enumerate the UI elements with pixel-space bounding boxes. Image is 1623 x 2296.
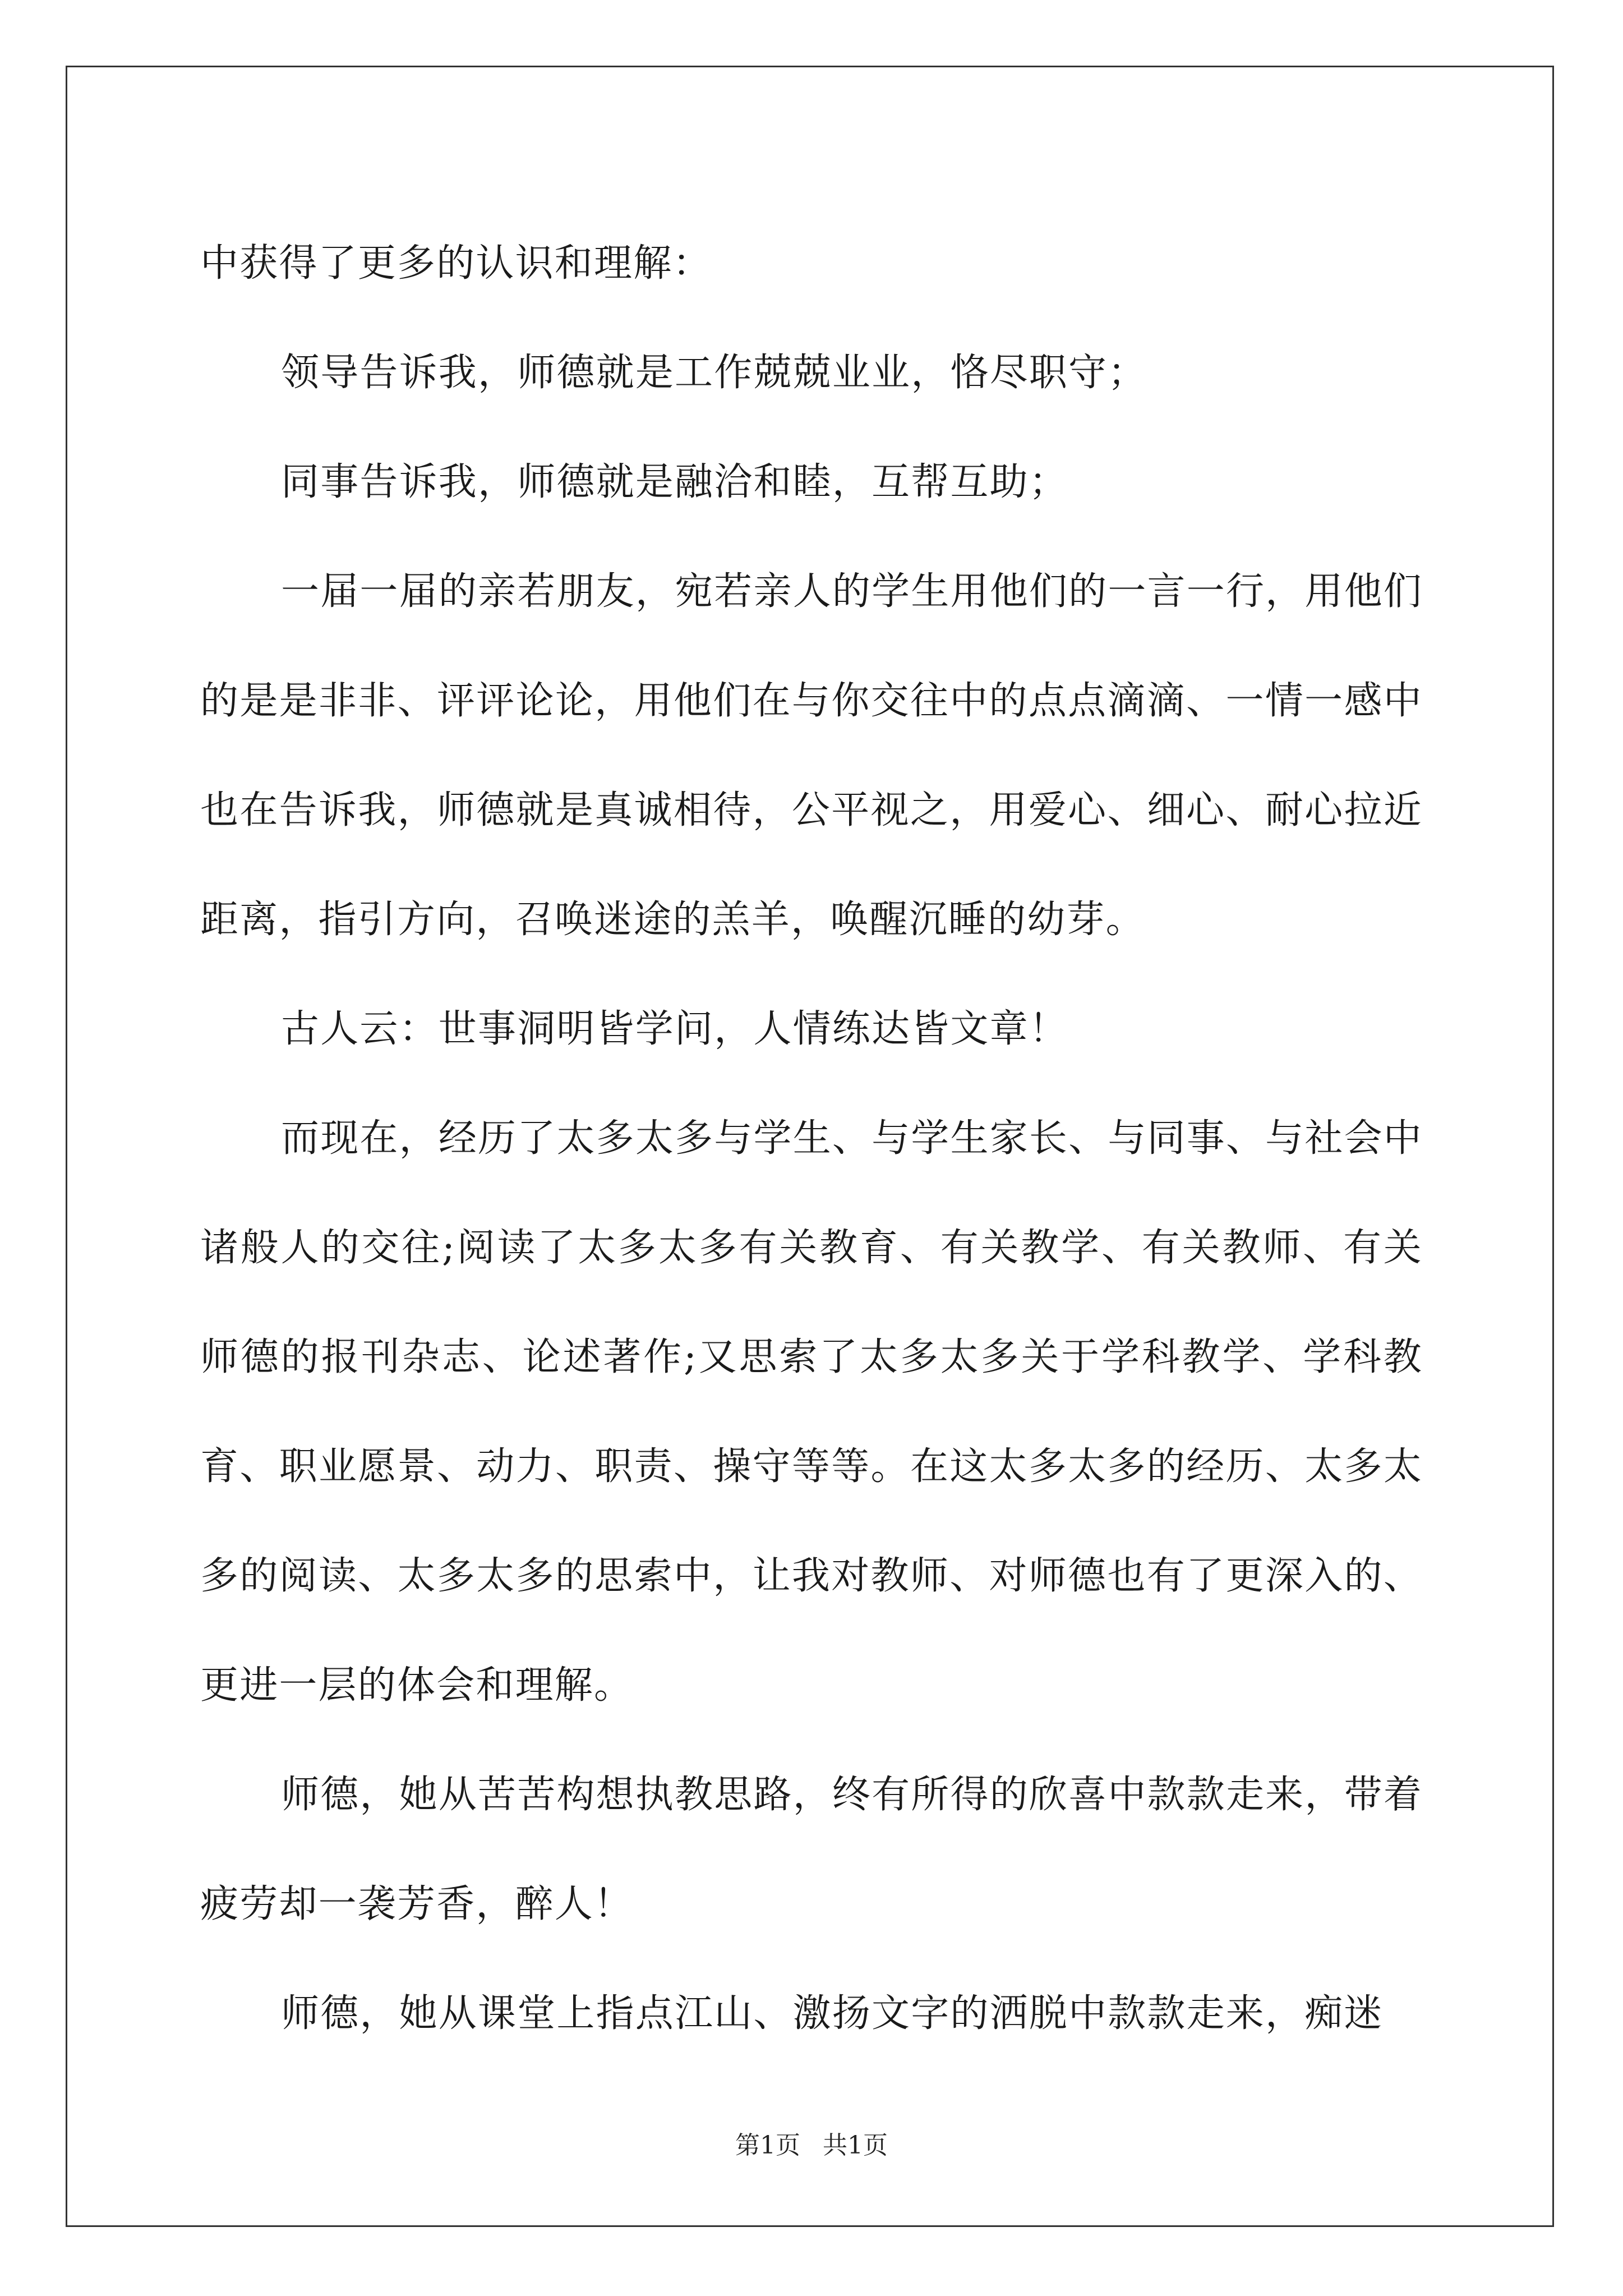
paragraph-1: 中获得了更多的认识和理解： [200, 241, 712, 286]
page-total: 共1页 [823, 2131, 888, 2160]
page-footer [0, 2125, 1623, 2161]
paragraph-2: 领导告诉我，师德就是工作兢兢业业，恪尽职守； [281, 351, 1147, 395]
paragraph-6: 而现在，经历了太多太多与学生、与学生家长、与同事、与社会中诸般人的交往;阅读了太多太多有关教育、有关教学、有关教师、有关师德的报刊杂志、论述著作;又思索了太多太多关于学科教学、学科教育、职业愿景、动力、职责、操守等等。在这太多太多的经历、太多太多的阅读、太多太多的思索中，让我对教师、对师德也有了更深入的、更进一层的体会和理解。 [200, 1116, 1423, 1708]
paragraph-8: 师德，她从课堂上指点江山、激扬文字的洒脱中款款走来，痴迷 [281, 1991, 1384, 2036]
paragraph-5: 古人云：世事洞明皆学问，人情练达皆文章！ [281, 1007, 1069, 1051]
document-body [200, 209, 1423, 2068]
paragraph-3: 同事告诉我，师德就是融洽和睦，互帮互助； [281, 460, 1069, 504]
page-number: 第1页 [735, 2131, 800, 2160]
paragraph-4: 一届一届的亲若朋友，宛若亲人的学生用他们的一言一行，用他们的是是非非、评评论论，用他们在与你交往中的点点滴滴、一情一感中也在告诉我，师德就是真诚相待，公平视之，用爱心、细心、耐心拉近距离，指引方向，召唤迷途的羔羊，唤醒沉睡的幼芽。 [200, 569, 1423, 942]
paragraph-7: 师德，她从苦苦构想执教思路，终有所得的欣喜中款款走来，带着疲劳却一袭芳香，醉人！ [200, 1773, 1423, 1926]
